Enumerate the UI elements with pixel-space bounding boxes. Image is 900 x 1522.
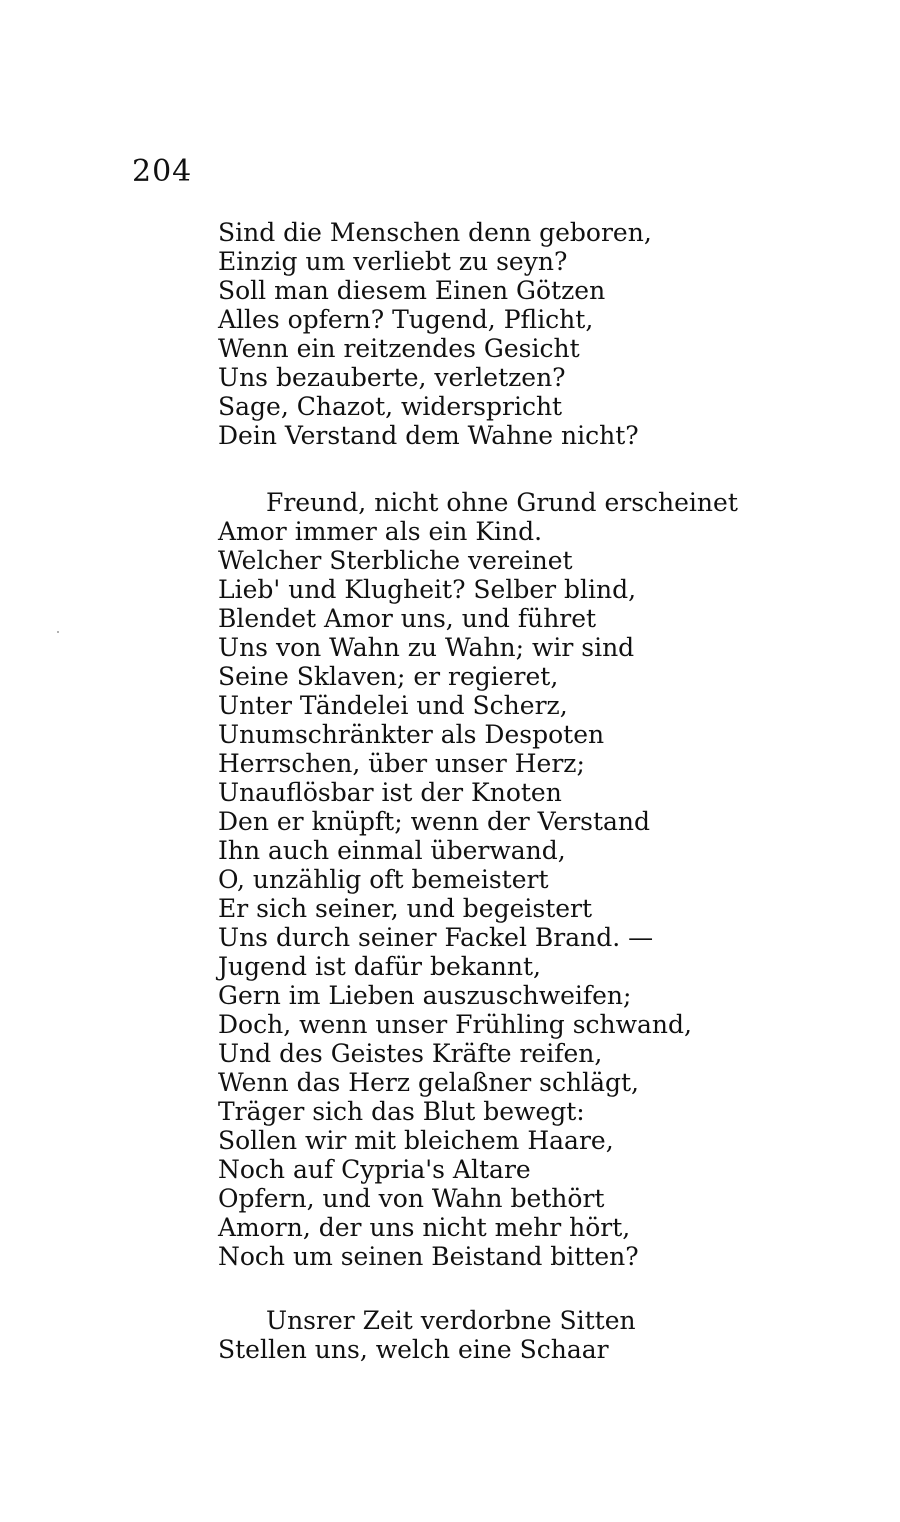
verse-line: Den er knüpft; wenn der Verstand [218, 807, 651, 836]
verse-line: Sollen wir mit bleichem Haare, [218, 1126, 614, 1155]
verse-line: Einzig um verliebt zu seyn? [218, 247, 568, 276]
verse-line: Uns durch seiner Fackel Brand. — [218, 923, 654, 952]
verse-line: Wenn ein reitzendes Gesicht [218, 334, 580, 363]
verse-line: Träger sich das Blut bewegt: [218, 1097, 585, 1126]
verse-line: Noch auf Cypria's Altare [218, 1155, 531, 1184]
verse-line: Unsrer Zeit verdorbne Sitten [266, 1306, 636, 1335]
verse-line: Amor immer als ein Kind. [218, 517, 543, 546]
ink-speck [57, 631, 59, 633]
verse-line: Amorn, der uns nicht mehr hört, [218, 1213, 631, 1242]
verse-line: Doch, wenn unser Frühling schwand, [218, 1010, 692, 1039]
verse-line: Und des Geistes Kräfte reifen, [218, 1039, 603, 1068]
verse-line: Uns von Wahn zu Wahn; wir sind [218, 633, 635, 662]
verse-line: Gern im Lieben auszuschweifen; [218, 981, 632, 1010]
verse-line: Opfern, und von Wahn bethört [218, 1184, 605, 1213]
verse-line: Stellen uns, welch eine Schaar [218, 1335, 609, 1364]
verse-line: Soll man diesem Einen Götzen [218, 276, 606, 305]
verse-line: Noch um seinen Beistand bitten? [218, 1242, 639, 1271]
verse-line: Wenn das Herz gelaßner schlägt, [218, 1068, 639, 1097]
verse-line: Seine Sklaven; er regieret, [218, 662, 559, 691]
verse-line: O, unzählig oft bemeistert [218, 865, 549, 894]
verse-line: Sind die Menschen denn geboren, [218, 218, 652, 247]
verse-line: Freund, nicht ohne Grund erscheinet [266, 488, 738, 517]
verse-line: Unauflösbar ist der Knoten [218, 778, 562, 807]
verse-line: Unter Tändelei und Scherz, [218, 691, 568, 720]
verse-line: Dein Verstand dem Wahne nicht? [218, 421, 639, 450]
verse-line: Unumschränkter als Despoten [218, 720, 605, 749]
verse-line: Alles opfern? Tugend, Pflicht, [218, 305, 594, 334]
stanza-3 [218, 1306, 878, 1364]
stanza-1 [218, 218, 878, 450]
verse-line: Sage, Chazot, widerspricht [218, 392, 563, 421]
verse-line: Lieb' und Klugheit? Selber blind, [218, 575, 637, 604]
verse-line: Er sich seiner, und begeistert [218, 894, 593, 923]
verse-line: Blendet Amor uns, und führet [218, 604, 597, 633]
page-number: 204 [132, 154, 193, 189]
verse-line: Ihn auch einmal überwand, [218, 836, 566, 865]
verse-line: Jugend ist dafür bekannt, [218, 952, 541, 981]
poem-text [218, 218, 878, 1364]
verse-line: Uns bezauberte, verletzen? [218, 363, 566, 392]
verse-line: Welcher Sterbliche vereinet [218, 546, 573, 575]
stanza-2 [218, 488, 878, 1271]
verse-line: Herrschen, über unser Herz; [218, 749, 585, 778]
